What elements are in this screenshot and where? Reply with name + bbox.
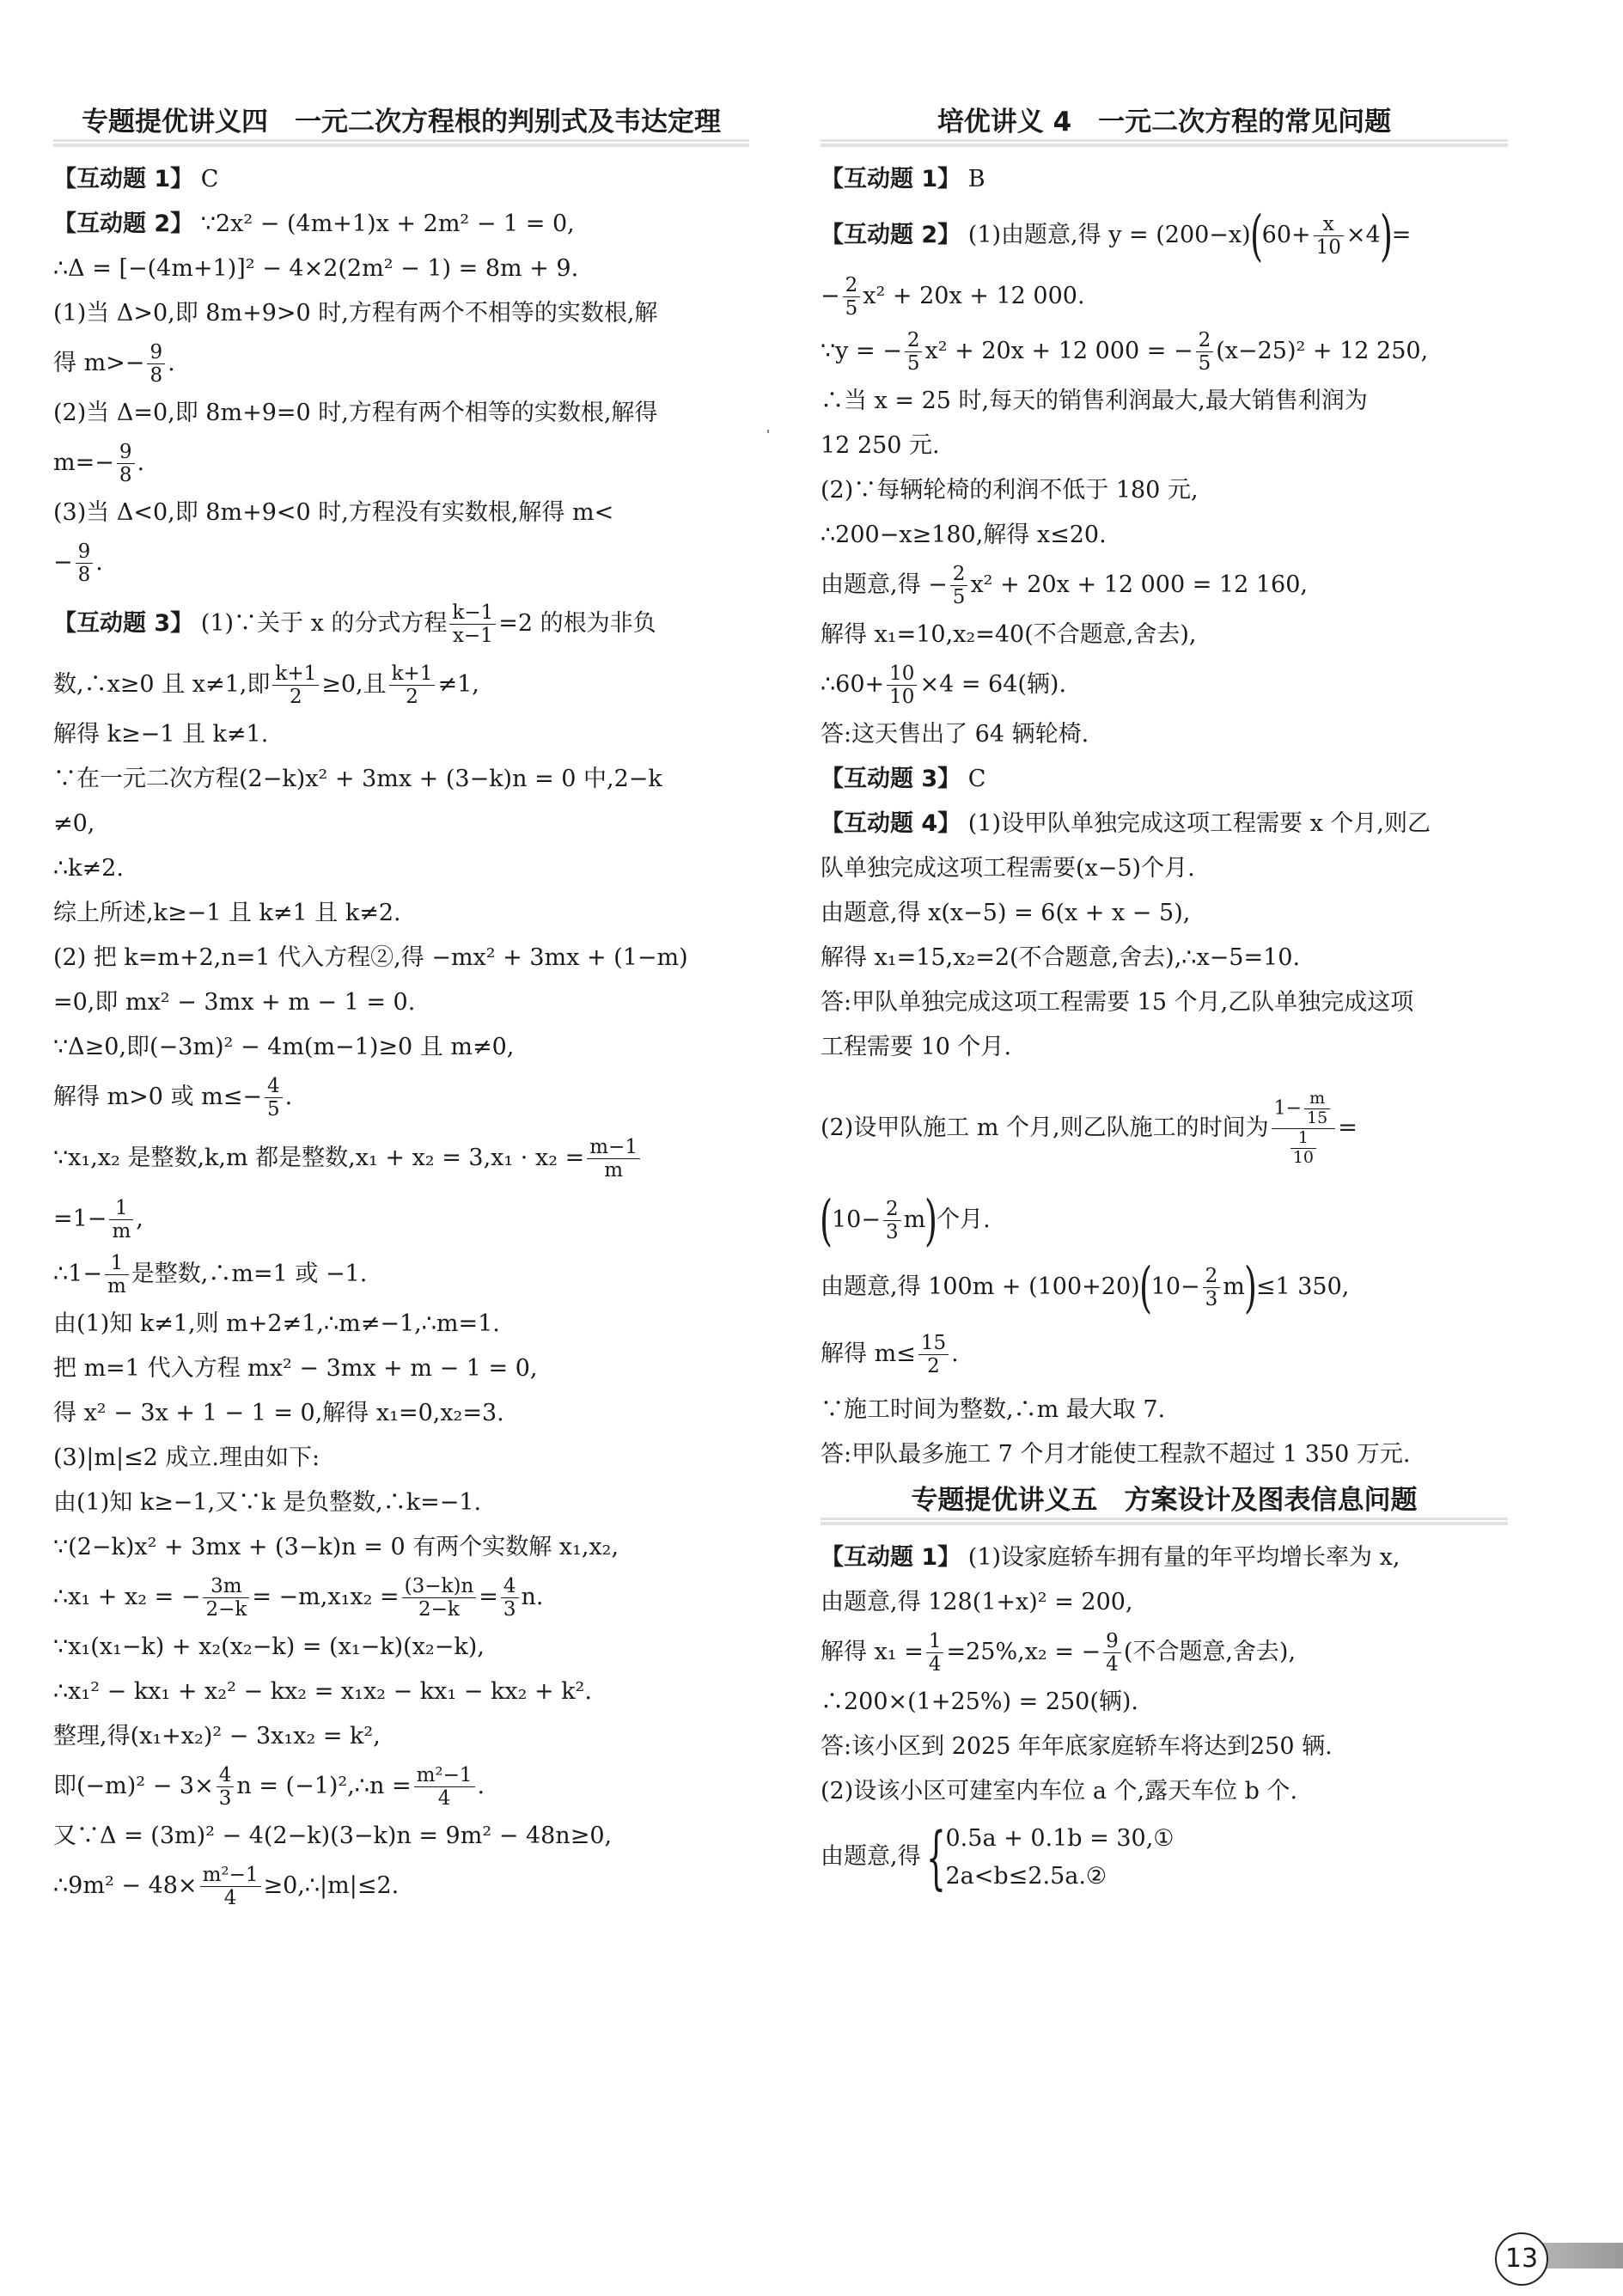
complex-denominator [1272,1129,1336,1168]
r-q4-line-9 [821,1254,1508,1321]
fraction [587,1136,640,1182]
text: ∵x₁,x₂ 是整数,k,m 都是整数,x₁ + x₂ = 3,x₁ · x₂ = [53,1145,585,1171]
section-title-left: 专题提优讲义四 一元二次方程根的判别式及韦达定理 [53,99,749,150]
fraction [203,1575,249,1621]
denominator: 8 [119,464,132,486]
text: . [284,1084,293,1110]
equation-system [946,1820,1175,1896]
fraction [1103,1630,1121,1676]
denominator: 10 [1292,1147,1315,1167]
numerator: 10 [887,663,917,686]
text: ∴60+ [821,671,885,698]
numerator: x [1314,213,1344,236]
q3-line-10: ∵Δ≥0,即(−3m)² − 4m(m−1)≥0 且 m≠0, [53,1034,515,1060]
q3-line-1 [53,590,749,657]
denominator: 2 [406,686,418,708]
q3-line-13 [53,1192,749,1247]
r-q5-line-2: 由题意,得 128(1+x)² = 200, [821,1589,1133,1615]
r-q2-line-8 [821,558,1508,613]
numerator: 4 [265,1075,283,1098]
q2-line-5: (2)当 Δ=0,即 8m+9=0 时,方程有两个相等的实数根,解得 [53,400,658,426]
q3-line-11 [53,1070,749,1125]
r-q2-line-3 [821,324,1508,379]
fraction [918,1332,949,1378]
text: 10− [1150,1273,1200,1300]
text: (不合题意,舍去), [1123,1639,1297,1665]
text: ≥0,且 [321,671,387,698]
text: ≥0,∴|m|≤2. [263,1872,400,1899]
denominator: 3 [503,1598,516,1621]
text: (x−25)² + 12 250, [1216,338,1429,364]
text: (2)设甲队施工 m 个月,则乙队施工的时间为 [821,1114,1269,1141]
r-q4-line-11: ∵施工时间为整数,∴m 最大取 7. [821,1396,1166,1423]
fraction [887,663,917,709]
q3-line-23: ∴x₁² − kx₁ + x₂² − kx₂ = x₁x₂ − kx₁ − kx₂ + k². [53,1678,592,1705]
q2-line-1 [53,202,749,247]
text: = −m,x₁x₂ = [252,1584,400,1610]
denominator: 10 [889,686,915,708]
r-q4-line-2: 队单独完成这项工程需要(x−5)个月. [821,855,1195,882]
q3-line-9: =0,即 mx² − 3mx + m − 1 = 0. [53,989,416,1016]
text: x² + 20x + 12 000. [863,283,1085,309]
q2-line-6 [53,436,749,491]
denominator: 2−k [205,1598,247,1621]
paren-open: ( [1249,204,1263,268]
section-title-right: 培优讲义 4 一元二次方程的常见问题 [821,99,1508,150]
r-q4-line-1 [821,802,1508,846]
question-tag: 【互动题 3】 [821,766,961,792]
q3-line-25 [53,1759,749,1814]
fraction [414,1764,475,1811]
fraction [265,1075,283,1121]
denominator: 2 [927,1355,940,1377]
fraction [105,1252,129,1298]
brace: { [925,1817,946,1897]
denominator: m [604,1159,623,1182]
text: ∴9m² − 48× [53,1872,198,1899]
r-q2-line-5: 12 250 元. [821,432,940,459]
r-q5-line-4: ∴200×(1+25%) = 250(辆). [821,1688,1139,1715]
text: ×4 = 64(辆). [919,671,1067,698]
text: ≤1 350, [1255,1273,1350,1300]
r-q4-line-5: 答:甲队单独完成这项工程需要 15 个月,乙队单独完成这项 [821,989,1414,1016]
q3-line-6: ∴k≠2. [53,855,124,882]
equation-2: 2a<b≤2.5a.② [945,1862,1107,1890]
q3-line-21 [53,1570,749,1625]
fraction [389,663,436,709]
r-q4-line-4: 解得 x₁=15,x₂=2(不合题意,舍去),∴x−5=10. [821,944,1301,971]
denominator: 8 [149,364,163,387]
question-tag: 【互动题 1】 [821,166,961,192]
q2-line-4 [53,336,749,391]
denominator: 3 [885,1221,899,1243]
text: 由题意,得 100m + (100+20) [821,1273,1140,1300]
text: . [137,449,145,476]
numerator: 4 [217,1764,235,1787]
text: 60+ [1261,222,1311,248]
text: ≠1, [437,671,479,698]
fraction [905,329,923,376]
text: ∴1− [53,1261,102,1287]
numerator: 9 [1103,1630,1121,1653]
fraction [1304,1090,1330,1128]
fraction [1314,213,1344,260]
text: (1)设甲队单独完成这项工程需要 x 个月,则乙 [967,810,1431,837]
text: m [903,1206,926,1233]
text: 解得 m>0 或 m≤− [53,1084,262,1110]
numerator: 2 [905,329,923,352]
fraction [449,601,496,648]
text: 即(−m)² − 3× [53,1773,214,1799]
text: x² + 20x + 12 000 = 12 160, [970,571,1308,598]
r-q4-line-7 [821,1070,1508,1187]
r-q5-line-3 [821,1625,1508,1680]
r-q5-line-1 [821,1536,1508,1580]
fraction [1290,1129,1316,1168]
fraction [217,1764,235,1811]
numerator: m [1304,1090,1330,1109]
q3-right [821,757,1508,802]
page-number: 13 [1495,2232,1548,2286]
r-q2-line-11: 答:这天售出了 64 辆轮椅. [821,721,1089,748]
denominator: 5 [952,586,966,608]
text: − [821,283,840,309]
complex-numerator [1272,1090,1336,1129]
numerator: 1 [105,1252,129,1275]
question-tag: 【互动题 1】 [821,1544,961,1571]
numerator: 2 [950,563,968,586]
r-q4-line-8 [821,1187,1508,1254]
fraction [926,1630,944,1676]
q2-line-8 [53,535,749,590]
text: 1− [1273,1097,1303,1120]
text: =25%,x₂ = − [946,1639,1101,1665]
r-q4-line-3: 由题意,得 x(x−5) = 6(x + x − 5), [821,900,1191,926]
r-q2-line-4: ∴当 x = 25 时,每天的销售利润最大,最大销售利润为 [821,388,1368,414]
numerator: 1 [109,1197,133,1220]
fraction [843,274,861,321]
text: , [136,1206,143,1232]
text: ∴x₁ + x₂ = − [53,1584,201,1610]
q3-line-27 [53,1859,749,1914]
r-q4-line-10 [821,1321,1508,1388]
question-tag: 【互动题 3】 [53,610,194,637]
q1-left [53,157,749,202]
denominator: m [112,1220,131,1243]
text: 由题意,得 [821,1843,921,1870]
text: . [951,1340,959,1367]
denominator: 10 [1315,236,1341,259]
numerator: m²−1 [414,1764,475,1787]
denominator: 2 [289,686,302,708]
q3-line-3: 解得 k≥−1 且 k≠1. [53,721,269,748]
text: 10− [831,1206,881,1233]
left-column [53,99,749,1914]
answer: C [967,766,986,792]
fraction [109,1197,133,1243]
q3-line-2 [53,657,749,712]
q3-line-17: 得 x² − 3x + 1 − 1 = 0,解得 x₁=0,x₂=3. [53,1400,504,1426]
text: 由题意,得 − [821,571,948,598]
fraction [272,663,319,709]
question-tag: 【互动题 2】 [53,211,194,237]
fraction [117,441,135,487]
text: ∵y = − [821,338,902,364]
numerator: 1 [926,1630,944,1653]
page-number-tab [1495,2232,1623,2284]
equation-1: 0.5a + 0.1b = 30,① [945,1824,1175,1852]
text: =2 的根为非负 [498,610,656,637]
answer: B [967,166,985,192]
text: 数,∴x≥0 且 x≠1,即 [53,671,271,698]
fraction [501,1575,519,1621]
r-q4-line-12: 答:甲队最多施工 7 个月才能使工程款不超过 1 350 万元. [821,1441,1411,1468]
text: 是整数,∴m=1 或 −1. [131,1261,368,1287]
numerator: 9 [117,441,135,464]
q3-line-18: (3)|m|≤2 成立.理由如下: [53,1444,320,1471]
text: 解得 m≤ [821,1340,916,1367]
q3-line-16: 把 m=1 代入方程 mx² − 3mx + m − 1 = 0, [53,1355,538,1382]
denominator: 5 [1198,352,1211,375]
numerator: 9 [76,540,94,564]
text: . [477,1773,485,1799]
fraction [1196,329,1214,376]
r-q5-line-6: (2)设该小区可建室内车位 a 个,露天车位 b 个. [821,1778,1298,1804]
r-q2-line-10 [821,657,1508,712]
text: x² + 20x + 12 000 = − [924,338,1193,364]
text: =1− [53,1206,107,1232]
numerator: k−1 [449,601,496,625]
denominator: 15 [1307,1108,1328,1128]
r-q2-line-9: 解得 x₁=10,x₂=40(不合题意,舍去), [821,621,1197,648]
text: m [1223,1273,1245,1300]
q3-line-22: ∵x₁(x₁−k) + x₂(x₂−k) = (x₁−k)(x₂−k), [53,1633,485,1660]
denominator: 2−k [418,1598,460,1621]
text: ×4 [1345,222,1381,248]
denominator: 3 [1205,1288,1218,1310]
q3-line-20: ∵(2−k)x² + 3mx + (3−k)n = 0 有两个实数解 x₁,x₂, [53,1534,619,1560]
fraction [147,341,165,388]
numerator: 2 [883,1198,901,1221]
q3-line-24: 整理,得(x₁+x₂)² − 3x₁x₂ = k², [53,1723,381,1749]
r-q5-line-7 [821,1814,1508,1900]
text: (1)由题意,得 y = (200−x) [967,222,1251,248]
numerator: k+1 [389,663,436,686]
q3-line-19: 由(1)知 k≥−1,又∵k 是负整数,∴k=−1. [53,1489,482,1516]
denominator: 5 [267,1098,280,1121]
q2-line-2: ∴Δ = [−(4m+1)]² − 4×2(2m² − 1) = 8m + 9. [53,255,579,282]
text: . [95,549,103,576]
numerator: 9 [147,341,165,364]
r-q4-line-6: 工程需要 10 个月. [821,1034,1012,1060]
fraction [200,1864,261,1910]
text: = [479,1584,498,1610]
text: = [1391,222,1412,248]
r-q2-line-2 [821,269,1508,324]
q3-line-26: 又∵Δ = (3m)² − 4(2−k)(3−k)n = 9m² − 48n≥0, [53,1823,613,1849]
numerator: 3m [203,1575,249,1598]
text: = [1338,1114,1358,1141]
text: n. [521,1584,544,1610]
text: . [168,350,175,376]
numerator: 2 [843,274,861,297]
denominator: 4 [437,1787,451,1810]
denominator: 4 [223,1887,237,1909]
denominator: 4 [928,1653,942,1676]
paren-open: ( [819,1188,833,1253]
numerator: (3−k)n [402,1575,477,1598]
numerator: 15 [918,1332,949,1355]
text: n = (−1)²,∴n = [236,1773,412,1799]
fraction [883,1198,901,1244]
numerator: 2 [1196,329,1214,352]
section-title-right-2: 专题提优讲义五 方案设计及图表信息问题 [821,1477,1508,1529]
text: m=− [53,449,114,476]
question-tag: 【互动题 1】 [53,166,194,192]
fraction [1203,1265,1221,1311]
denominator: 5 [906,352,920,375]
text: − [53,549,73,576]
question-tag: 【互动题 2】 [821,222,961,248]
numerator: k+1 [272,663,319,686]
q2-line-7: (3)当 Δ<0,即 8m+9<0 时,方程没有实数根,解得 m< [53,499,614,526]
text: (1)∵关于 x 的分式方程 [200,610,448,637]
text: 解得 x₁ = [821,1639,924,1665]
right-column [821,99,1508,1900]
complex-fraction [1272,1090,1336,1167]
denominator: m [107,1275,126,1298]
text: ∵2x² − (4m+1)x + 2m² − 1 = 0, [200,211,575,237]
numerator: m²−1 [200,1864,261,1887]
q1-right [821,157,1508,202]
q3-line-14 [53,1247,749,1302]
paren-close: ) [1243,1255,1257,1320]
numerator: 2 [1203,1265,1221,1288]
q2-line-3: (1)当 Δ>0,即 8m+9>0 时,方程有两个不相等的实数根,解 [53,300,658,327]
numerator: m−1 [587,1136,640,1159]
numerator: 1 [1290,1129,1316,1149]
denominator: 3 [218,1787,232,1810]
q3-line-8: (2) 把 k=m+2,n=1 代入方程②,得 −mx² + 3mx + (1−m) [53,944,688,971]
denominator: 5 [845,297,858,320]
paren-close: ) [1379,204,1393,268]
answer: C [200,166,219,192]
text: 得 m>− [53,350,145,376]
column-mark [767,430,769,433]
denominator: 8 [77,564,91,586]
q3-line-5: ≠0, [53,810,95,837]
fraction [402,1575,477,1621]
paren-open: ( [1138,1255,1152,1320]
r-q2-line-6: (2)∵每辆轮椅的利润不低于 180 元, [821,477,1199,504]
denominator: x−1 [452,625,493,647]
r-q2-line-7: ∴200−x≥180,解得 x≤20. [821,522,1107,548]
paren-close: ) [924,1188,938,1253]
r-q2-line-1 [821,202,1508,269]
q3-line-4: ∵在一元二次方程(2−k)x² + 3mx + (3−k)n = 0 中,2−k [53,766,662,792]
q3-line-15: 由(1)知 k≠1,则 m+2≠1,∴m≠−1,∴m=1. [53,1310,500,1337]
fraction [76,540,94,587]
text: 个月. [937,1206,991,1233]
fraction [950,563,968,609]
q3-line-7: 综上所述,k≥−1 且 k≠1 且 k≠2. [53,900,401,926]
numerator: 4 [501,1575,519,1598]
question-tag: 【互动题 4】 [821,810,961,837]
text: (1)设家庭轿车拥有量的年平均增长率为 x, [967,1544,1400,1571]
denominator: 4 [1106,1653,1119,1676]
r-q5-line-5: 答:该小区到 2025 年年底家庭轿车将达到250 辆. [821,1733,1333,1760]
q3-line-12 [53,1125,749,1192]
